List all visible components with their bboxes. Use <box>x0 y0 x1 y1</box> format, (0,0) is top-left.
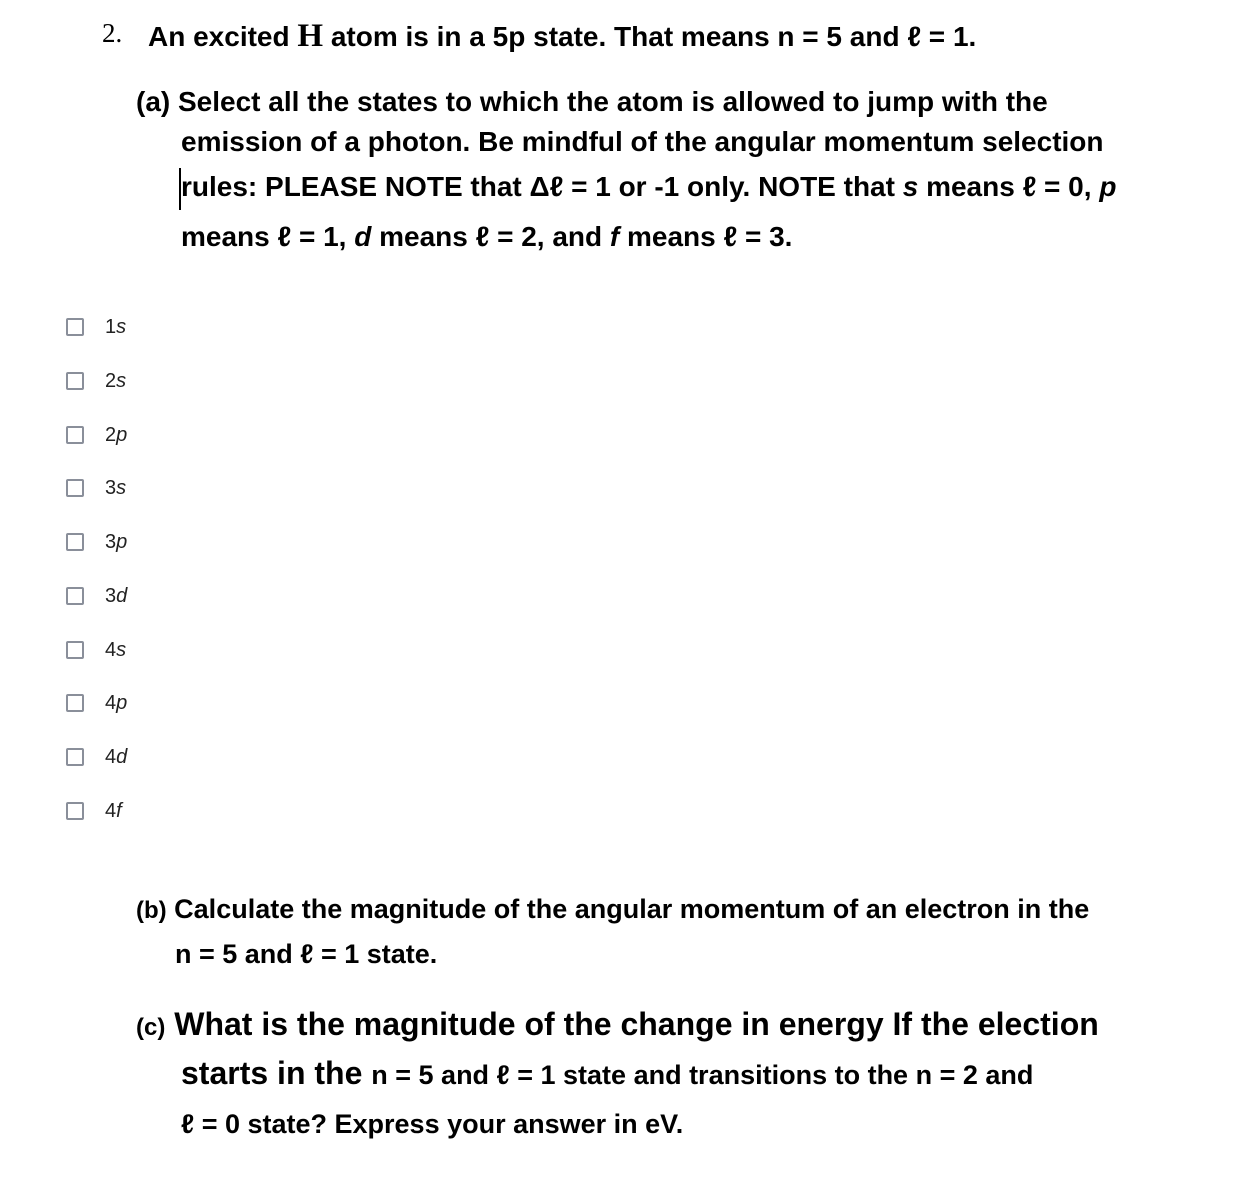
part-a-f: f <box>609 221 620 252</box>
part-c-line-1 <box>136 1006 1099 1043</box>
option-4s[interactable] <box>66 637 126 663</box>
question-title-H: H <box>297 18 324 54</box>
checkbox[interactable] <box>66 748 84 766</box>
part-a-line-4-c: means ℓ = 3. <box>619 221 793 252</box>
part-a-d: d <box>354 221 372 252</box>
part-a-line-1: (a) Select all the states to which the atom is allowed to jump with the <box>136 86 1048 117</box>
part-b-text-1: Calculate the magnitude of the angular momentum of an electron in the <box>174 894 1090 924</box>
part-a-line-3-b: means ℓ = 0, <box>918 171 1100 202</box>
part-a-s: s <box>902 171 919 202</box>
option-label[interactable]: 3d <box>105 584 128 607</box>
part-c-line-2 <box>181 1055 1033 1092</box>
part-c-text-1: What is the magnitude of the change in energy If the election <box>174 1006 1099 1042</box>
option-4p[interactable] <box>66 690 127 716</box>
part-a-line-3 <box>181 171 1116 203</box>
checkbox[interactable] <box>66 372 84 390</box>
part-a-p: p <box>1099 171 1117 202</box>
part-a-line-4 <box>181 221 792 253</box>
option-1s[interactable] <box>66 314 126 340</box>
option-3p[interactable] <box>66 529 127 555</box>
part-a-line-3-a: rules: PLEASE NOTE that Δℓ = 1 or -1 only. NOTE that <box>181 171 903 202</box>
question-number: 2. <box>102 18 123 48</box>
option-3d[interactable] <box>66 583 127 609</box>
part-a-line-4-b: means ℓ = 2, and <box>371 221 610 252</box>
checkbox[interactable] <box>66 479 84 497</box>
part-c-line-3: ℓ = 0 state? Express your answer in eV. <box>181 1109 684 1139</box>
option-label[interactable]: 3s <box>105 476 127 499</box>
option-label[interactable]: 3p <box>105 530 128 553</box>
checkbox[interactable] <box>66 802 84 820</box>
question-title <box>148 18 976 55</box>
option-label[interactable]: 1s <box>105 315 127 338</box>
checkbox[interactable] <box>66 641 84 659</box>
option-label[interactable]: 4p <box>105 691 128 714</box>
option-4f[interactable] <box>66 798 122 824</box>
part-a-line-4-a: means ℓ = 1, <box>181 221 355 252</box>
option-label[interactable]: 4d <box>105 745 128 768</box>
option-label[interactable]: 2s <box>105 369 127 392</box>
part-c-tag: (c) <box>136 1014 166 1041</box>
checkbox[interactable] <box>66 426 84 444</box>
question-title-pre: An excited <box>148 21 298 52</box>
part-b-line-1 <box>136 894 1089 925</box>
option-2s[interactable] <box>66 368 126 394</box>
option-label[interactable]: 4s <box>105 638 127 661</box>
part-b-line-2: n = 5 and ℓ = 1 state. <box>175 939 438 969</box>
option-label[interactable]: 4f <box>105 799 122 822</box>
question-title-post: atom is in a 5p state. That means n = 5 and ℓ = 1. <box>323 21 977 52</box>
option-4d[interactable] <box>66 744 127 770</box>
checkbox[interactable] <box>66 533 84 551</box>
option-label[interactable]: 2p <box>105 423 128 446</box>
option-2p[interactable] <box>66 422 127 448</box>
part-c-text-2-big: starts in the <box>181 1055 372 1091</box>
part-a-line-2: emission of a photon. Be mindful of the angular momentum selection <box>181 126 1104 157</box>
checkbox[interactable] <box>66 694 84 712</box>
part-c-text-2-small: n = 5 and ℓ = 1 state and transitions to the n = 2 and <box>371 1060 1034 1090</box>
option-3s[interactable] <box>66 475 126 501</box>
checkbox[interactable] <box>66 318 84 336</box>
checkbox[interactable] <box>66 587 84 605</box>
part-b-tag: (b) <box>136 897 167 924</box>
